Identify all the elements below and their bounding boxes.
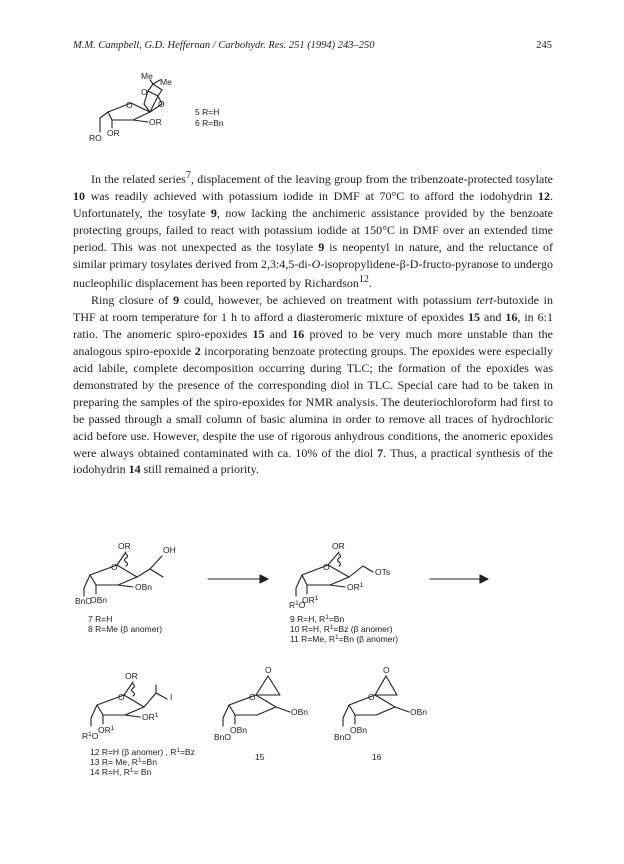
caption-8: 8 R=Me (β anomer)	[88, 624, 163, 634]
caption-12: 12 R=H (β anomer) , $R^1=Bz$	[90, 747, 195, 757]
label-r1o: $R^1O$	[82, 731, 99, 741]
structure-15	[223, 676, 290, 726]
label-or1: $OR^1$	[142, 712, 159, 722]
wavy-bond	[338, 554, 341, 566]
label-obn: OBn	[90, 595, 108, 605]
label-or1: $OR^1$	[347, 582, 364, 592]
label-bno: BnO	[75, 596, 93, 606]
label-or: OR	[118, 541, 131, 551]
label-or: OR	[332, 541, 345, 551]
label-r-h: 5 R=H	[195, 107, 220, 117]
label-obn: OBn	[230, 725, 248, 735]
label-ring-o: O	[118, 692, 125, 702]
label-ketal-o: O	[141, 87, 148, 97]
caption-10: 10 R=H, $R^1=Bz$ (β anomer)	[290, 624, 393, 634]
reaction-arrow-2	[430, 575, 488, 583]
caption-14: 14 R=H, $R^1= Bn$	[90, 767, 152, 777]
or1-bond	[330, 585, 345, 587]
label-epoxide-o: O	[265, 665, 272, 675]
ketal-bond	[148, 91, 158, 112]
label-r-bn: 6 R=Bn	[195, 118, 224, 128]
r1o-bond	[296, 575, 302, 596]
label-bno: BnO	[334, 732, 352, 742]
label-or1: $OR^1$	[302, 595, 319, 605]
label-ring-o: O	[126, 100, 133, 110]
body-text	[73, 168, 553, 478]
label-ring-o: O	[323, 562, 330, 572]
label-me: Me	[160, 77, 172, 87]
caption-13: 13 R= Me, $R^1=Bn$	[90, 757, 157, 767]
paragraph-1: In the related series$^7$, displacement of the leaving group from the tribenzoate-protected tosylate 10 was readily achieved with potassium iodide in DMF at 70°C to afford the iodohydrin 12. Unfortunately, the tosylate 9, now lacking the anchimeric assistance provided by the benzoate protecting groups, failed to react with potassium iodide at 150°C in DMF over an extended time period. This was not unexpected as the tosylate 9 is neopentyl in nature, and the reluctance of similar primary tosylates derived from 2,3:4,5-di-O-isopropylidene-β-D-fructo-pyranose to undergo nucleophilic displacement has been reported by Richardson$^{12}$.	[73, 170, 553, 291]
caption-7: 7 R=H	[88, 614, 113, 624]
structure-12-13-14	[91, 682, 167, 726]
bno-bond	[223, 705, 229, 726]
label-ro: RO	[89, 133, 102, 143]
label-ring-o: O	[249, 692, 256, 702]
caption-11: 11 R=Me, $R^1=Bn$ (β anomer)	[290, 634, 399, 644]
bno-bond	[84, 575, 90, 596]
page-number: 245	[536, 40, 552, 51]
label-bno: BnO	[214, 732, 232, 742]
label-oh: OH	[163, 545, 176, 555]
label-obn: OBn	[135, 582, 153, 592]
or1-bond	[125, 715, 140, 717]
ch2-bond	[349, 566, 373, 577]
bno-bond	[343, 705, 349, 726]
me-bond	[153, 80, 160, 84]
wavy-bond	[125, 554, 128, 566]
epoxide-bond	[256, 676, 280, 695]
obn-bond	[276, 707, 290, 712]
reaction-arrow-1	[208, 575, 268, 583]
caption-9: 9 R=H, $R^1=Bn$	[290, 614, 345, 624]
or-bond	[133, 120, 148, 122]
wavy-bond	[132, 684, 135, 696]
label-or: OR	[125, 671, 138, 681]
caption-16: 16	[372, 752, 382, 762]
ch2-bond	[137, 569, 163, 577]
epoxide-bond	[375, 676, 397, 695]
structure-16	[343, 676, 409, 726]
caption-15: 15	[255, 752, 265, 762]
anomeric-bond	[328, 552, 339, 565]
obn-bond	[118, 585, 133, 587]
label-ring-o: O	[368, 692, 375, 702]
paragraph-2: Ring closure of 9 could, however, be achieved on treatment with potassium tert-butoxide in THF at room temperature for 1 h to afford a diasteromeric mixture of epoxides 15 and 16, in 6:1 ratio. The anomeric spiro-epoxides 15 and 16 proved to be very much more unstable than the analogous spiro-epoxide 2 incorporating benzoate protecting groups. The epoxides were especially acid labile, complete decomposition occurring during TLC; the formation of the epoxides was demonstrated by the presence of the corresponding diol in TLC. Special care had to be taken in preparing the samples of the spiro-epoxides for NMR analysis. The deuteriochloroform had first to be passed through a small column of basic alumina in order to remove all traces of hydrochloric acid before use. However, despite the use of rigorous anhydrous conditions, the anomeric epoxides were always obtained contaminated with ca. 10% of the diol 7. Thus, a practical synthesis of the iodohydrin 14 still remained a priority.	[73, 293, 553, 477]
label-obn: OBn	[410, 707, 428, 717]
running-header: M.M. Campbell, G.D. Heffernan / Carbohydr. Res. 251 (1994) 243–250	[73, 40, 375, 51]
label-me: Me	[141, 71, 153, 81]
label-obn: OBn	[350, 725, 368, 735]
ch2-bond	[150, 556, 162, 569]
label-obn: OBn	[291, 707, 309, 717]
obn-bond	[395, 707, 409, 712]
ch2i-bond	[144, 693, 167, 707]
label-ots: OTs	[375, 567, 391, 577]
label-or: OR	[149, 117, 162, 127]
label-iodine: I	[170, 692, 173, 702]
label-r1o: $R^1O$	[289, 600, 306, 610]
label-epoxide-o: O	[383, 665, 390, 675]
r1o-bond	[91, 705, 97, 726]
label-or: OR	[107, 128, 120, 138]
structure-9-10-11	[296, 552, 373, 596]
label-ring-o: O	[111, 562, 118, 572]
label-or1: $OR^1$	[98, 725, 115, 735]
label-ketal-o: O	[158, 99, 165, 109]
